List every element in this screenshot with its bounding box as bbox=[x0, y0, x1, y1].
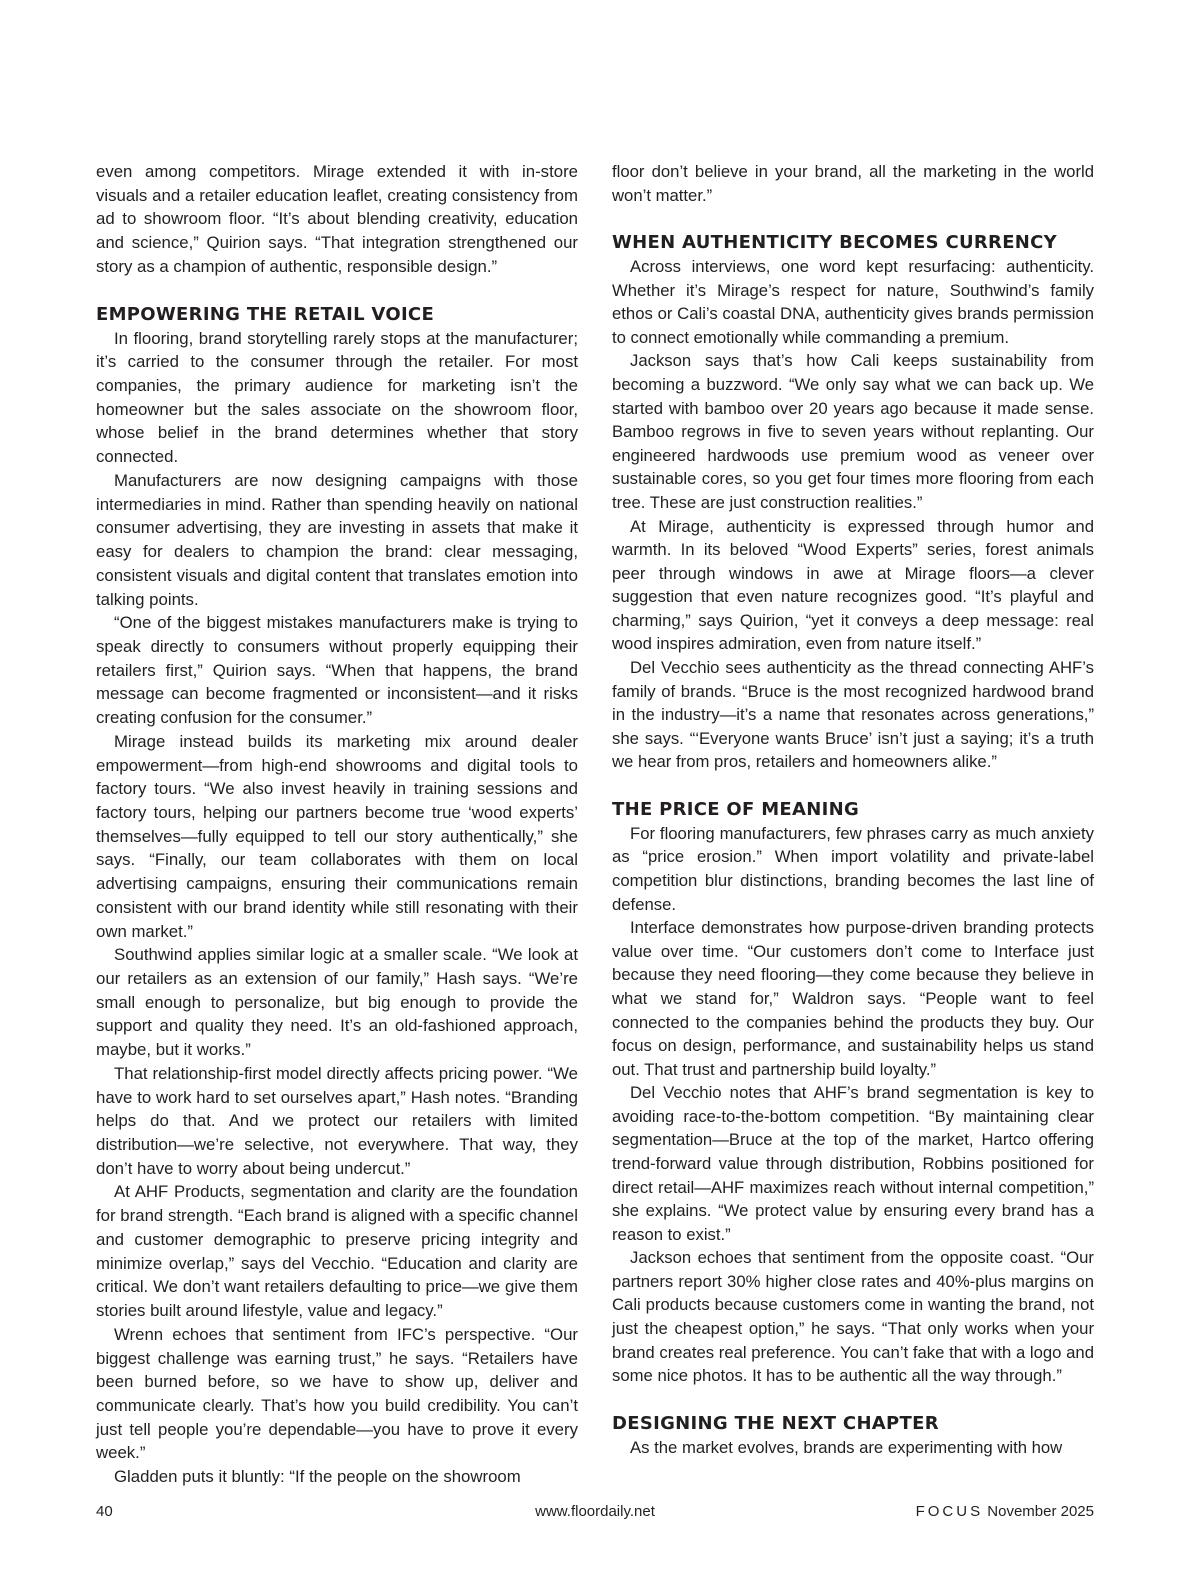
publication-name: FOCUS bbox=[915, 1503, 984, 1520]
body-paragraph: floor don’t believe in your brand, all the marketing in the world won’t matter.” bbox=[612, 162, 1094, 205]
left-column bbox=[96, 160, 578, 1489]
body-paragraph: Mirage instead builds its marketing mix around dealer empowerment—from high-end showrooms and digital tools to factory tours. “We also invest heavily in training sessions and factory tours, helping our partners become true ‘wood experts’ themselves—fully equipped to tell our story authentically,” she says. “Finally, our team collaborates with them on local advertising campaigns, ensuring their communications remain consistent with our brand identity while still resonating with their own market.” bbox=[96, 731, 578, 941]
body-paragraph: Jackson echoes that sentiment from the opposite coast. “Our partners report 30% higher close rates and 40%-plus margins on Cali products because customers come in wanting the brand, not just the cheapest option,” he says. “That only works when your brand creates real preference. You can’t fake that with a logo and some nice photos. It has to be authentic all the way through.” bbox=[612, 1248, 1094, 1386]
body-paragraph: Manufacturers are now designing campaigns with those intermediaries in mind. Rather than spending heavily on national consumer advertising, they are investing in assets that make it easy for dealers to champion the brand: clear messaging, consistent visuals and digital content that translates emotion into talking points. bbox=[96, 470, 578, 609]
body-paragraph: As the market evolves, brands are experimenting with how bbox=[630, 1437, 1063, 1457]
body-paragraph: even among competitors. Mirage extended it with in-store visuals and a retailer education leaflet, creating consistency from ad to showroom floor. “It’s about blending creativity, education and science,” Quirion says. “That integration strengthened our story as a champion of authentic, responsible design.” bbox=[96, 162, 578, 276]
body-paragraph: At Mirage, authenticity is expressed through humor and warmth. In its beloved “Wood Experts” series, forest animals peer through windows in awe at Mirage floors—a clever suggestion that even nature recognizes good. “It’s playful and charming,” says Quirion, “yet it conveys a deep message: real wood inspires admiration, even from nature itself.” bbox=[612, 516, 1094, 654]
body-paragraph: Del Vecchio sees authenticity as the thread connecting AHF’s family of brands. “Bruce is the most recognized hardwood brand in the industry—it’s a name that resonates across generations,” she says. “‘Everyone wants Bruce’ isn’t just a saying; it’s a truth we hear from pros, retailers and homeowners alike.” bbox=[612, 657, 1094, 772]
body-paragraph: Gladden puts it bluntly: “If the people on the showroom bbox=[114, 1467, 521, 1487]
body-paragraph: Wrenn echoes that sentiment from IFC’s perspective. “Our biggest challenge was earning trust,” he says. “Retailers have been burned before, so we have to show up, deliver and communicate clearly. That’s how you build credibility. You can’t just tell people you’re dependable—you have to prove it every week.” bbox=[96, 1324, 578, 1463]
section-heading-next-chapter: DESIGNING THE NEXT CHAPTER bbox=[612, 1412, 939, 1434]
section-heading-empowering-retail-voice: EMPOWERING THE RETAIL VOICE bbox=[96, 303, 435, 325]
body-paragraph: Jackson says that’s how Cali keeps sustainability from becoming a buzzword. “We only say what we can back up. We started with bamboo over 20 years ago because it made sense. Bamboo regrows in five to seven years without replanting. Our engineered hardwoods use premium wood as veneer over sustainable cores, so you get four times more flooring from each tree. These are just construction realities.” bbox=[612, 351, 1094, 512]
body-paragraph: Interface demonstrates how purpose-driven branding protects value over time. “Our customers don’t come to Interface just because they need flooring—they come because they believe in what we stand for,” Waldron says. “People want to feel connected to the companies behind the products they buy. Our focus on design, performance, and sustainability helps us stand out. That trust and partnership build loyalty.” bbox=[612, 918, 1094, 1079]
body-paragraph: For flooring manufacturers, few phrases carry as much anxiety as “price erosion.” When import volatility and private-label competition blur distinctions, branding becomes the last line of defense. bbox=[612, 823, 1094, 914]
page-footer bbox=[96, 1503, 1094, 1527]
right-column bbox=[612, 160, 1094, 1459]
section-heading-price-of-meaning: THE PRICE OF MEANING bbox=[612, 798, 860, 820]
page-number: 40 bbox=[96, 1503, 113, 1520]
issue-date: November 2025 bbox=[987, 1503, 1094, 1520]
issue-label bbox=[916, 1503, 1094, 1520]
section-heading-authenticity-currency: WHEN AUTHENTICITY BECOMES CURRENCY bbox=[612, 232, 1058, 254]
website-link[interactable]: www.floordaily.net bbox=[535, 1503, 655, 1520]
body-paragraph: Across interviews, one word kept resurfacing: authenticity. Whether it’s Mirage’s respect for nature, Southwind’s family ethos or Cali’s coastal DNA, authenticity gives brands permission to connect emotionally while commanding a premium. bbox=[612, 257, 1094, 347]
body-paragraph: That relationship-first model directly affects pricing power. “We have to work hard to set ourselves apart,” Hash notes. “Branding helps do that. And we protect our retailers with limited distribution—we’re selective, not everywhere. That way, they don’t have to worry about being undercut.” bbox=[96, 1063, 578, 1178]
body-paragraph: “One of the biggest mistakes manufacturers make is trying to speak directly to consumers without properly equipping their retailers first,” Quirion says. “When that happens, the brand message can become fragmented or inconsistent—and it risks creating confusion for the consumer.” bbox=[96, 613, 578, 728]
body-paragraph: At AHF Products, segmentation and clarity are the foundation for brand strength. “Each brand is aligned with a specific channel and customer demographic to preserve pricing integrity and minimize overlap,” says del Vecchio. “Education and clarity are critical. We don’t want retailers defaulting to price—we give them stories built around lifestyle, value and legacy.” bbox=[96, 1182, 578, 1321]
body-paragraph: In flooring, brand storytelling rarely stops at the manufacturer; it’s carried to the consumer through the retailer. For most companies, the primary audience for marketing isn’t the homeowner but the sales associate on the showroom floor, whose belief in the brand determines whether that story connected. bbox=[96, 328, 578, 467]
body-paragraph: Del Vecchio notes that AHF’s brand segmentation is key to avoiding race-to-the-bottom competition. “By maintaining clear segmentation—Bruce at the top of the market, Hartco offering trend-forward value through distribution, Robbins positioned for direct retail—AHF maximizes reach without internal competition,” she explains. “We protect value by ensuring every brand has a reason to exist.” bbox=[612, 1083, 1094, 1244]
body-paragraph: Southwind applies similar logic at a smaller scale. “We look at our retailers as an extension of our family,” Hash says. “We’re small enough to personalize, but big enough to provide the support and quality they need. It’s an old-fashioned approach, maybe, but it works.” bbox=[96, 945, 578, 1060]
